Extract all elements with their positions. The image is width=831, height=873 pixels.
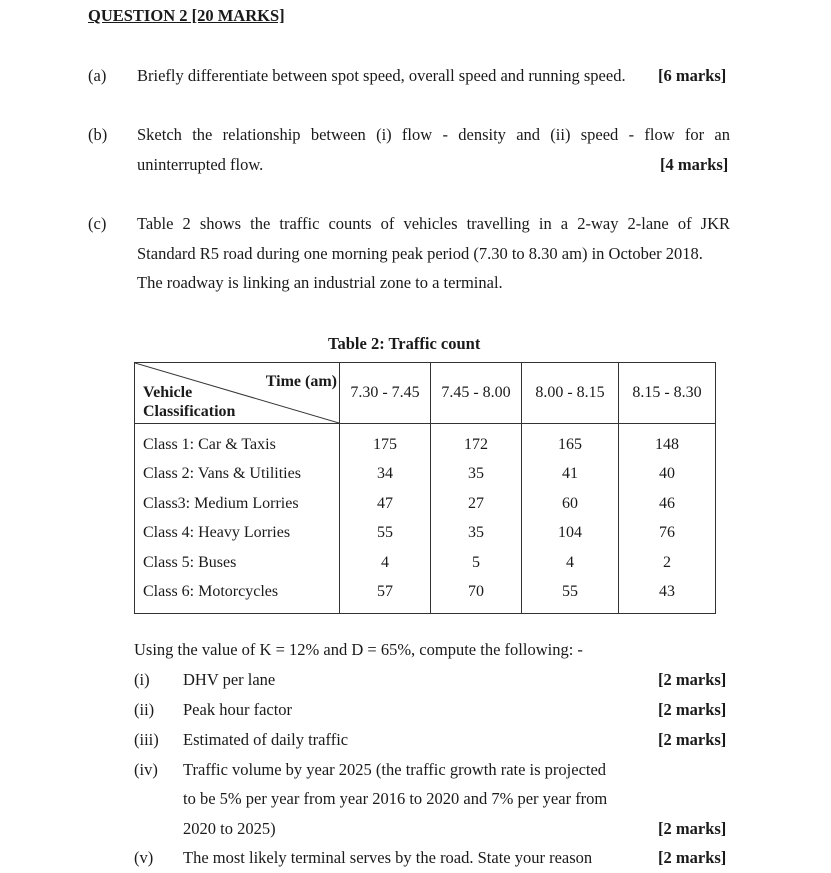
compute-intro: Using the value of K = 12% and D = 65%, compute the following: - bbox=[134, 640, 583, 659]
table-header-row bbox=[135, 363, 716, 424]
item-i-label: (i) bbox=[134, 670, 150, 689]
classification-header: Classification bbox=[143, 403, 236, 420]
vehicle-class: Class 5: Buses bbox=[135, 548, 340, 578]
item-iii-text: Estimated of daily traffic bbox=[183, 730, 349, 749]
part-b-label: (b) bbox=[88, 125, 108, 144]
count-cell: 27 bbox=[431, 489, 522, 519]
column-header: 8.00 - 8.15 bbox=[522, 363, 619, 424]
item-iv-label: (iv) bbox=[134, 760, 158, 779]
count-cell: 35 bbox=[431, 460, 522, 490]
count-cell: 55 bbox=[340, 519, 431, 549]
time-header: Time (am) bbox=[265, 373, 337, 390]
item-v-text: The most likely terminal serves by the road. State your reason bbox=[183, 848, 593, 867]
part-c-label: (c) bbox=[88, 214, 107, 233]
table-row bbox=[135, 424, 716, 460]
part-c-line-2: Standard R5 road during one morning peak period (7.30 to 8.30 am) in October 2018. bbox=[137, 244, 703, 263]
column-header: 7.45 - 8.00 bbox=[431, 363, 522, 424]
question-heading: QUESTION 2 [20 MARKS] bbox=[88, 6, 285, 25]
item-iv-marks: [2 marks] bbox=[658, 819, 727, 838]
part-a-text: Briefly differentiate between spot speed, overall speed and running speed. bbox=[137, 66, 626, 85]
column-header: 8.15 - 8.30 bbox=[619, 363, 716, 424]
count-cell: 104 bbox=[522, 519, 619, 549]
item-iv-line-3: 2020 to 2025) bbox=[183, 819, 276, 838]
vehicle-header: Vehicle bbox=[143, 384, 193, 401]
item-ii-text: Peak hour factor bbox=[183, 700, 293, 719]
table-row bbox=[135, 578, 716, 614]
part-c-line-3: The roadway is linking an industrial zone to a terminal. bbox=[137, 273, 503, 292]
count-cell: 47 bbox=[340, 489, 431, 519]
item-iv-line-1: Traffic volume by year 2025 (the traffic growth rate is projected bbox=[183, 760, 607, 779]
item-v-marks: [2 marks] bbox=[658, 848, 727, 867]
part-b-line-1: Sketch the relationship between (i) flow - density and (ii) speed - flow for an bbox=[137, 125, 730, 144]
count-cell: 35 bbox=[431, 519, 522, 549]
item-i-text: DHV per lane bbox=[183, 670, 276, 689]
count-cell: 4 bbox=[340, 548, 431, 578]
vehicle-class: Class 4: Heavy Lorries bbox=[135, 519, 340, 549]
table-row bbox=[135, 548, 716, 578]
part-b-marks: [4 marks] bbox=[660, 155, 729, 174]
column-header: 7.30 - 7.45 bbox=[340, 363, 431, 424]
count-cell: 43 bbox=[619, 578, 716, 614]
count-cell: 148 bbox=[619, 424, 716, 460]
count-cell: 76 bbox=[619, 519, 716, 549]
count-cell: 2 bbox=[619, 548, 716, 578]
count-cell: 60 bbox=[522, 489, 619, 519]
vehicle-class: Class3: Medium Lorries bbox=[135, 489, 340, 519]
item-i-marks: [2 marks] bbox=[658, 670, 727, 689]
traffic-count-table bbox=[134, 362, 716, 614]
count-cell: 41 bbox=[522, 460, 619, 490]
count-cell: 57 bbox=[340, 578, 431, 614]
count-cell: 5 bbox=[431, 548, 522, 578]
part-a-marks: [6 marks] bbox=[658, 66, 727, 85]
item-iii-marks: [2 marks] bbox=[658, 730, 727, 749]
count-cell: 165 bbox=[522, 424, 619, 460]
part-b-line-2: uninterrupted flow. bbox=[137, 155, 264, 174]
item-iv-line-2: to be 5% per year from year 2016 to 2020 and 7% per year from bbox=[183, 789, 608, 808]
vehicle-class: Class 6: Motorcycles bbox=[135, 578, 340, 614]
count-cell: 46 bbox=[619, 489, 716, 519]
table-row bbox=[135, 460, 716, 490]
count-cell: 40 bbox=[619, 460, 716, 490]
count-cell: 172 bbox=[431, 424, 522, 460]
item-ii-marks: [2 marks] bbox=[658, 700, 727, 719]
count-cell: 34 bbox=[340, 460, 431, 490]
part-c-line-1: Table 2 shows the traffic counts of vehicles travelling in a 2-way 2-lane of JKR bbox=[137, 214, 730, 233]
vehicle-class: Class 2: Vans & Utilities bbox=[135, 460, 340, 490]
vehicle-class: Class 1: Car & Taxis bbox=[135, 424, 340, 460]
count-cell: 4 bbox=[522, 548, 619, 578]
part-a-label: (a) bbox=[88, 66, 107, 85]
item-iii-label: (iii) bbox=[134, 730, 159, 749]
count-cell: 70 bbox=[431, 578, 522, 614]
table-corner-cell bbox=[135, 363, 340, 424]
table-row bbox=[135, 489, 716, 519]
table-row bbox=[135, 519, 716, 549]
count-cell: 175 bbox=[340, 424, 431, 460]
item-v-label: (v) bbox=[134, 848, 154, 867]
item-ii-label: (ii) bbox=[134, 700, 155, 719]
table-caption: Table 2: Traffic count bbox=[328, 334, 481, 353]
count-cell: 55 bbox=[522, 578, 619, 614]
